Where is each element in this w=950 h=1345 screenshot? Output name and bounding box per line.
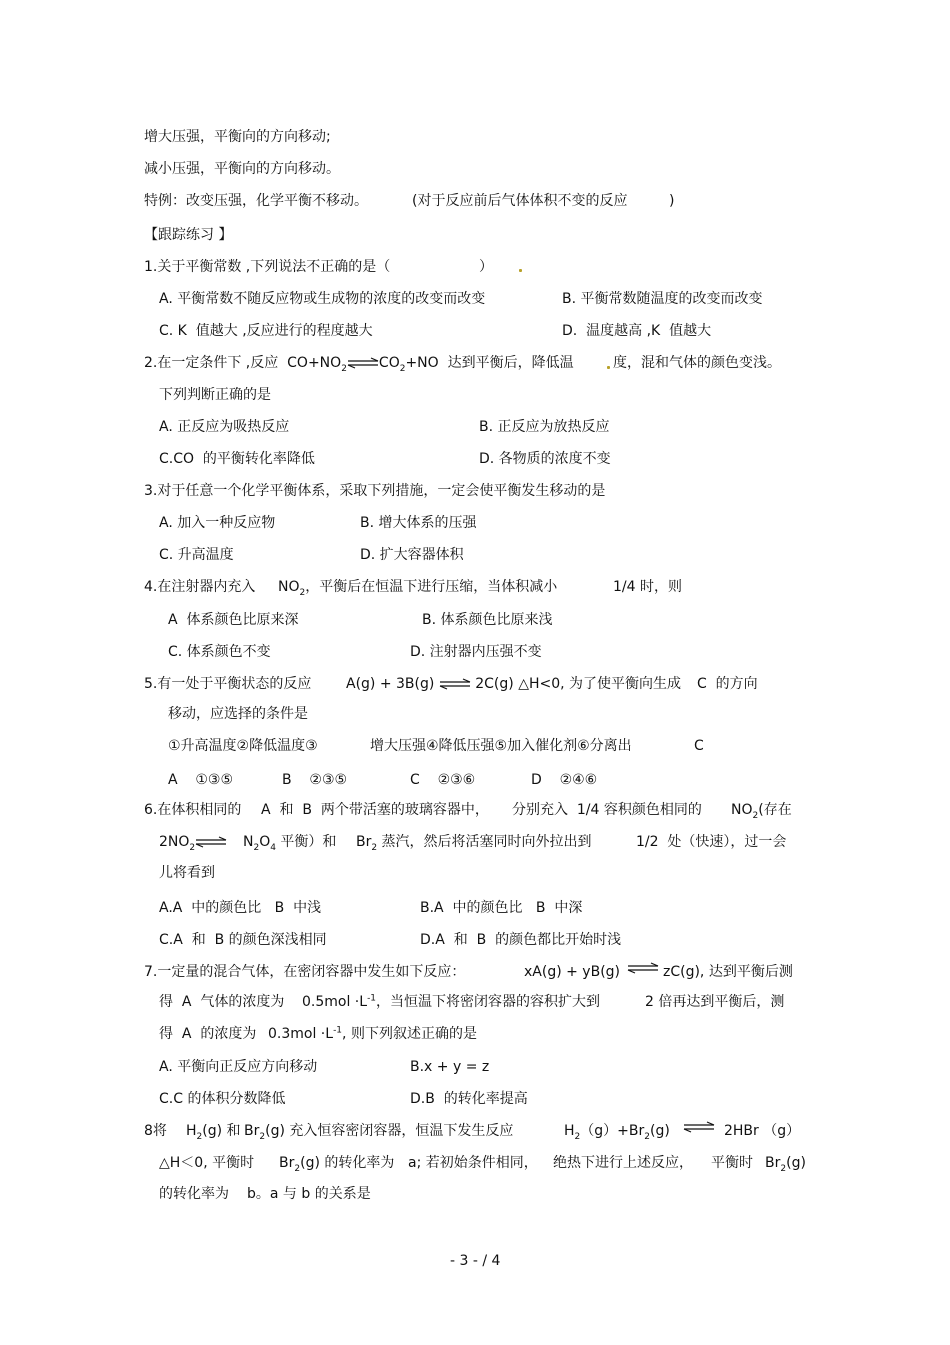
intro-line-3a: 特例：改变压强，化学平衡不移动。 <box>144 193 368 209</box>
subscript: 2 <box>196 1131 203 1142</box>
q1-option-c: C. K 值越大 ,反应进行的程度越大 <box>159 323 373 339</box>
intro-line-1: 增大压强，平衡向的方向移动; <box>144 129 331 145</box>
q6-stem-part: (存在 <box>758 802 792 818</box>
q2-stem-part: 2.在一定条件下 ,反应 CO+NO <box>144 355 342 371</box>
formula: N <box>243 834 254 850</box>
q8-stem-5: 2HBr （g） <box>724 1123 801 1139</box>
q5-conditions-2: 增大压强④降低压强⑤加入催化剂⑥分离出 <box>370 738 632 754</box>
q7-option-d: D.B 的转化率提高 <box>410 1091 528 1107</box>
q1-stem: 1.关于平衡常数 ,下列说法不正确的是（ <box>144 259 391 275</box>
q8-line-2a <box>159 1154 254 1172</box>
q3-stem: 3.对于任意一个化学平衡体系，采取下列措施，一定会使平衡发生移动的是 <box>144 483 606 499</box>
q7-line-2b <box>302 993 600 1011</box>
formula: H <box>186 1123 197 1139</box>
q6-line-2d: 1/2 处（快速），过一会 <box>636 834 787 850</box>
subscript: 2 <box>294 1163 301 1174</box>
q6-line-2c <box>356 833 592 851</box>
q7-stem-3: zC(g), 达到平衡后测 <box>663 964 793 980</box>
superscript: -1 <box>333 1025 343 1036</box>
q2-option-c: C.CO 的平衡转化率降低 <box>159 451 315 467</box>
q7-line-part: ，当恒温下将密闭容器的容积扩大到 <box>376 994 601 1010</box>
q8-line-part: , 平衡时 <box>203 1155 255 1171</box>
q8-line-part: (g) 的转化率为 <box>300 1155 395 1171</box>
q4-stem-2 <box>278 578 557 596</box>
equilibrium-arrow-icon <box>347 357 379 369</box>
q4-option-a: A 体系颜色比原来深 <box>168 612 299 628</box>
q8-line-2c: a; 若初始条件相同， <box>408 1155 538 1171</box>
formula: O <box>259 834 271 850</box>
formula: NO <box>731 802 753 818</box>
q7-line-2a: 得 A 气体的浓度为 <box>159 994 285 1010</box>
q2-option-b: B. 正反应为放热反应 <box>479 419 610 435</box>
q2-stem-part: CO <box>378 355 400 371</box>
delta-h: △H <box>159 1155 181 1171</box>
q6-option-c: C.A 和 B 的颜色深浅相同 <box>159 932 327 948</box>
q3-option-d: D. 扩大容器体积 <box>360 547 464 563</box>
q8-line-3b: b。a 与 b 的关系是 <box>247 1186 371 1202</box>
formula: 2NO <box>159 834 190 850</box>
q1-option-d: D. 温度越高 ,K 值越大 <box>562 323 712 339</box>
equilibrium-arrow-icon <box>439 678 471 690</box>
superscript: -1 <box>367 993 377 1004</box>
q7-option-c: C.C 的体积分数降低 <box>159 1091 286 1107</box>
q5-stem-3: C 的方向 <box>697 676 758 692</box>
subscript: 2 <box>189 842 196 853</box>
q4-option-d: D. 注射器内压强不变 <box>410 644 542 660</box>
q8-number: 8 <box>144 1123 153 1139</box>
q2-option-d: D. 各物质的浓度不变 <box>479 451 611 467</box>
q7-arrow <box>627 959 659 977</box>
q6-option-d: D.A 和 B 的颜色都比开始时浅 <box>420 932 622 948</box>
q3-option-c: C. 升高温度 <box>159 547 234 563</box>
concentration: 0.3mol ·L <box>268 1026 334 1042</box>
q7-option-a: A. 平衡向正反应方向移动 <box>159 1059 318 1075</box>
intro-line-3b: (对于反应前后气体体积不变的反应 <box>412 193 628 209</box>
q4-option-b: B. 体系颜色比原来浅 <box>422 612 553 628</box>
q6-stem-4 <box>731 801 792 819</box>
q8-line-part: ＜0 <box>180 1155 204 1171</box>
q3-option-b: B. 增大体系的压强 <box>360 515 477 531</box>
stray-mark <box>607 366 610 369</box>
equilibrium-arrow-icon <box>627 962 659 974</box>
q6-line-3: 儿将看到 <box>159 865 215 881</box>
q5-stem-1: 5.有一处于平衡状态的反应 <box>144 676 312 692</box>
q8-stem-part: 将 <box>152 1123 167 1139</box>
subscript: 2 <box>644 1131 650 1142</box>
q8-line-3a: 的转化率为 <box>159 1186 229 1202</box>
formula: NO <box>278 579 300 595</box>
equilibrium-arrow-icon <box>683 1121 715 1133</box>
concentration: 0.5mol ·L <box>302 994 368 1010</box>
q7-stem-1: 7.一定量的混合气体，在密闭容器中发生如下反应： <box>144 964 466 980</box>
q8-stem-3 <box>244 1122 513 1140</box>
page-number: - 3 - / 4 <box>450 1253 501 1269</box>
equilibrium-arrow-icon <box>195 836 227 848</box>
formula: H <box>564 1123 575 1139</box>
q6-line-part: 蒸汽，然后将活塞同时向外拉出到 <box>377 834 592 850</box>
subscript: 2 <box>299 587 306 598</box>
q2-line-2: 下列判断正确的是 <box>159 387 271 403</box>
q7-line-2c: 2 倍再达到平衡后，测 <box>645 994 785 1010</box>
q8-stem-4 <box>564 1122 670 1140</box>
subscript: 2 <box>259 1131 266 1142</box>
q1-option-b: B. 平衡常数随温度的改变而改变 <box>562 291 763 307</box>
subscript: 2 <box>399 363 406 374</box>
q3-option-a: A. 加入一种反应物 <box>159 515 276 531</box>
q6-option-a: A.A 中的颜色比 B 中浅 <box>159 900 322 916</box>
q4-stem-part: ，平衡后在恒温下进行压缩，当体积减小 <box>305 579 558 595</box>
formula: (g) <box>649 1123 670 1139</box>
subscript: 2 <box>253 842 260 853</box>
formula: Br <box>244 1123 260 1139</box>
formula: (g) <box>786 1155 806 1171</box>
q8-stem-2 <box>186 1122 241 1140</box>
q5-conditions-1: ①升高温度②降低温度③ <box>168 738 318 754</box>
formula: Br <box>765 1155 781 1171</box>
section-title: 【跟踪练习 】 <box>144 227 233 243</box>
q8-line-2f <box>765 1154 806 1172</box>
subscript: 2 <box>752 810 759 821</box>
q5-conditions-3: C <box>694 738 704 754</box>
q8-arrow <box>683 1118 715 1136</box>
q4-stem-3: 1/4 时，则 <box>613 579 682 595</box>
q5-stem-part: 2C(g) △H<0, 为了使平衡向生成 <box>475 676 682 692</box>
subscript: 2 <box>780 1163 787 1174</box>
q4-stem-1: 4.在注射器内充入 <box>144 579 256 595</box>
q8-stem-part: (g) 充入恒容密闭容器，恒温下发生反应 <box>265 1123 514 1139</box>
q5-option-c: C ②③⑥ <box>410 772 476 788</box>
q1-option-a: A. 平衡常数不随反应物或生成物的浓度的改变而改变 <box>159 291 486 307</box>
q8-line-2e: 平衡时 <box>711 1155 753 1171</box>
q8-line-2d: 绝热下进行上述反应， <box>553 1155 693 1171</box>
q2-stem-end: 度，混和气体的颜色变浅。 <box>613 355 781 371</box>
q2-option-a: A. 正反应为吸热反应 <box>159 419 290 435</box>
reactants: A(g) + 3B(g) <box>346 676 435 692</box>
stray-mark <box>519 269 522 272</box>
q6-line-2b <box>243 833 336 851</box>
q6-stem-2: A 和 B 两个带活塞的玻璃容器中， <box>261 802 489 818</box>
intro-line-3c: ) <box>669 193 675 209</box>
q2-stem-part: +NO 达到平衡后，降低温 <box>405 355 574 371</box>
q4-option-c: C. 体系颜色不变 <box>168 644 271 660</box>
q7-line-3b <box>268 1025 477 1043</box>
q7-stem-2: xA(g) + yB(g) <box>524 964 621 980</box>
q8-stem-1 <box>144 1122 167 1140</box>
q7-line-3a: 得 A 的浓度为 <box>159 1026 257 1042</box>
q7-option-b: B.x + y = z <box>410 1059 490 1075</box>
q5-line-2: 移动，应选择的条件是 <box>168 706 308 722</box>
subscript: 2 <box>371 842 378 853</box>
subscript: 2 <box>574 1131 581 1142</box>
subscript: 4 <box>270 842 276 853</box>
q5-stem-2 <box>346 675 681 693</box>
formula: Br <box>279 1155 295 1171</box>
q6-option-b: B.A 中的颜色比 B 中深 <box>420 900 583 916</box>
q7-line-part: , 则下列叙述正确的是 <box>342 1026 477 1042</box>
intro-line-2: 减小压强，平衡向的方向移动。 <box>144 161 340 177</box>
q5-option-d: D ②④⑥ <box>531 772 598 788</box>
q6-stem-1: 6.在体积相同的 <box>144 802 242 818</box>
q5-option-b: B ②③⑤ <box>282 772 348 788</box>
q6-stem-3: 分别充入 1/4 容积颜色相同的 <box>512 802 702 818</box>
q6-line-2a <box>159 833 227 851</box>
q5-option-a: A ①③⑤ <box>168 772 234 788</box>
q1-paren: ） <box>479 259 493 275</box>
subscript: 2 <box>341 363 347 374</box>
q8-stem-part: (g) 和 <box>202 1123 241 1139</box>
q6-line-part: 平衡）和 <box>275 834 337 850</box>
formula: Br <box>356 834 372 850</box>
q8-line-2b <box>279 1154 394 1172</box>
q2-stem <box>144 354 574 372</box>
formula: （g）+Br <box>580 1123 645 1139</box>
